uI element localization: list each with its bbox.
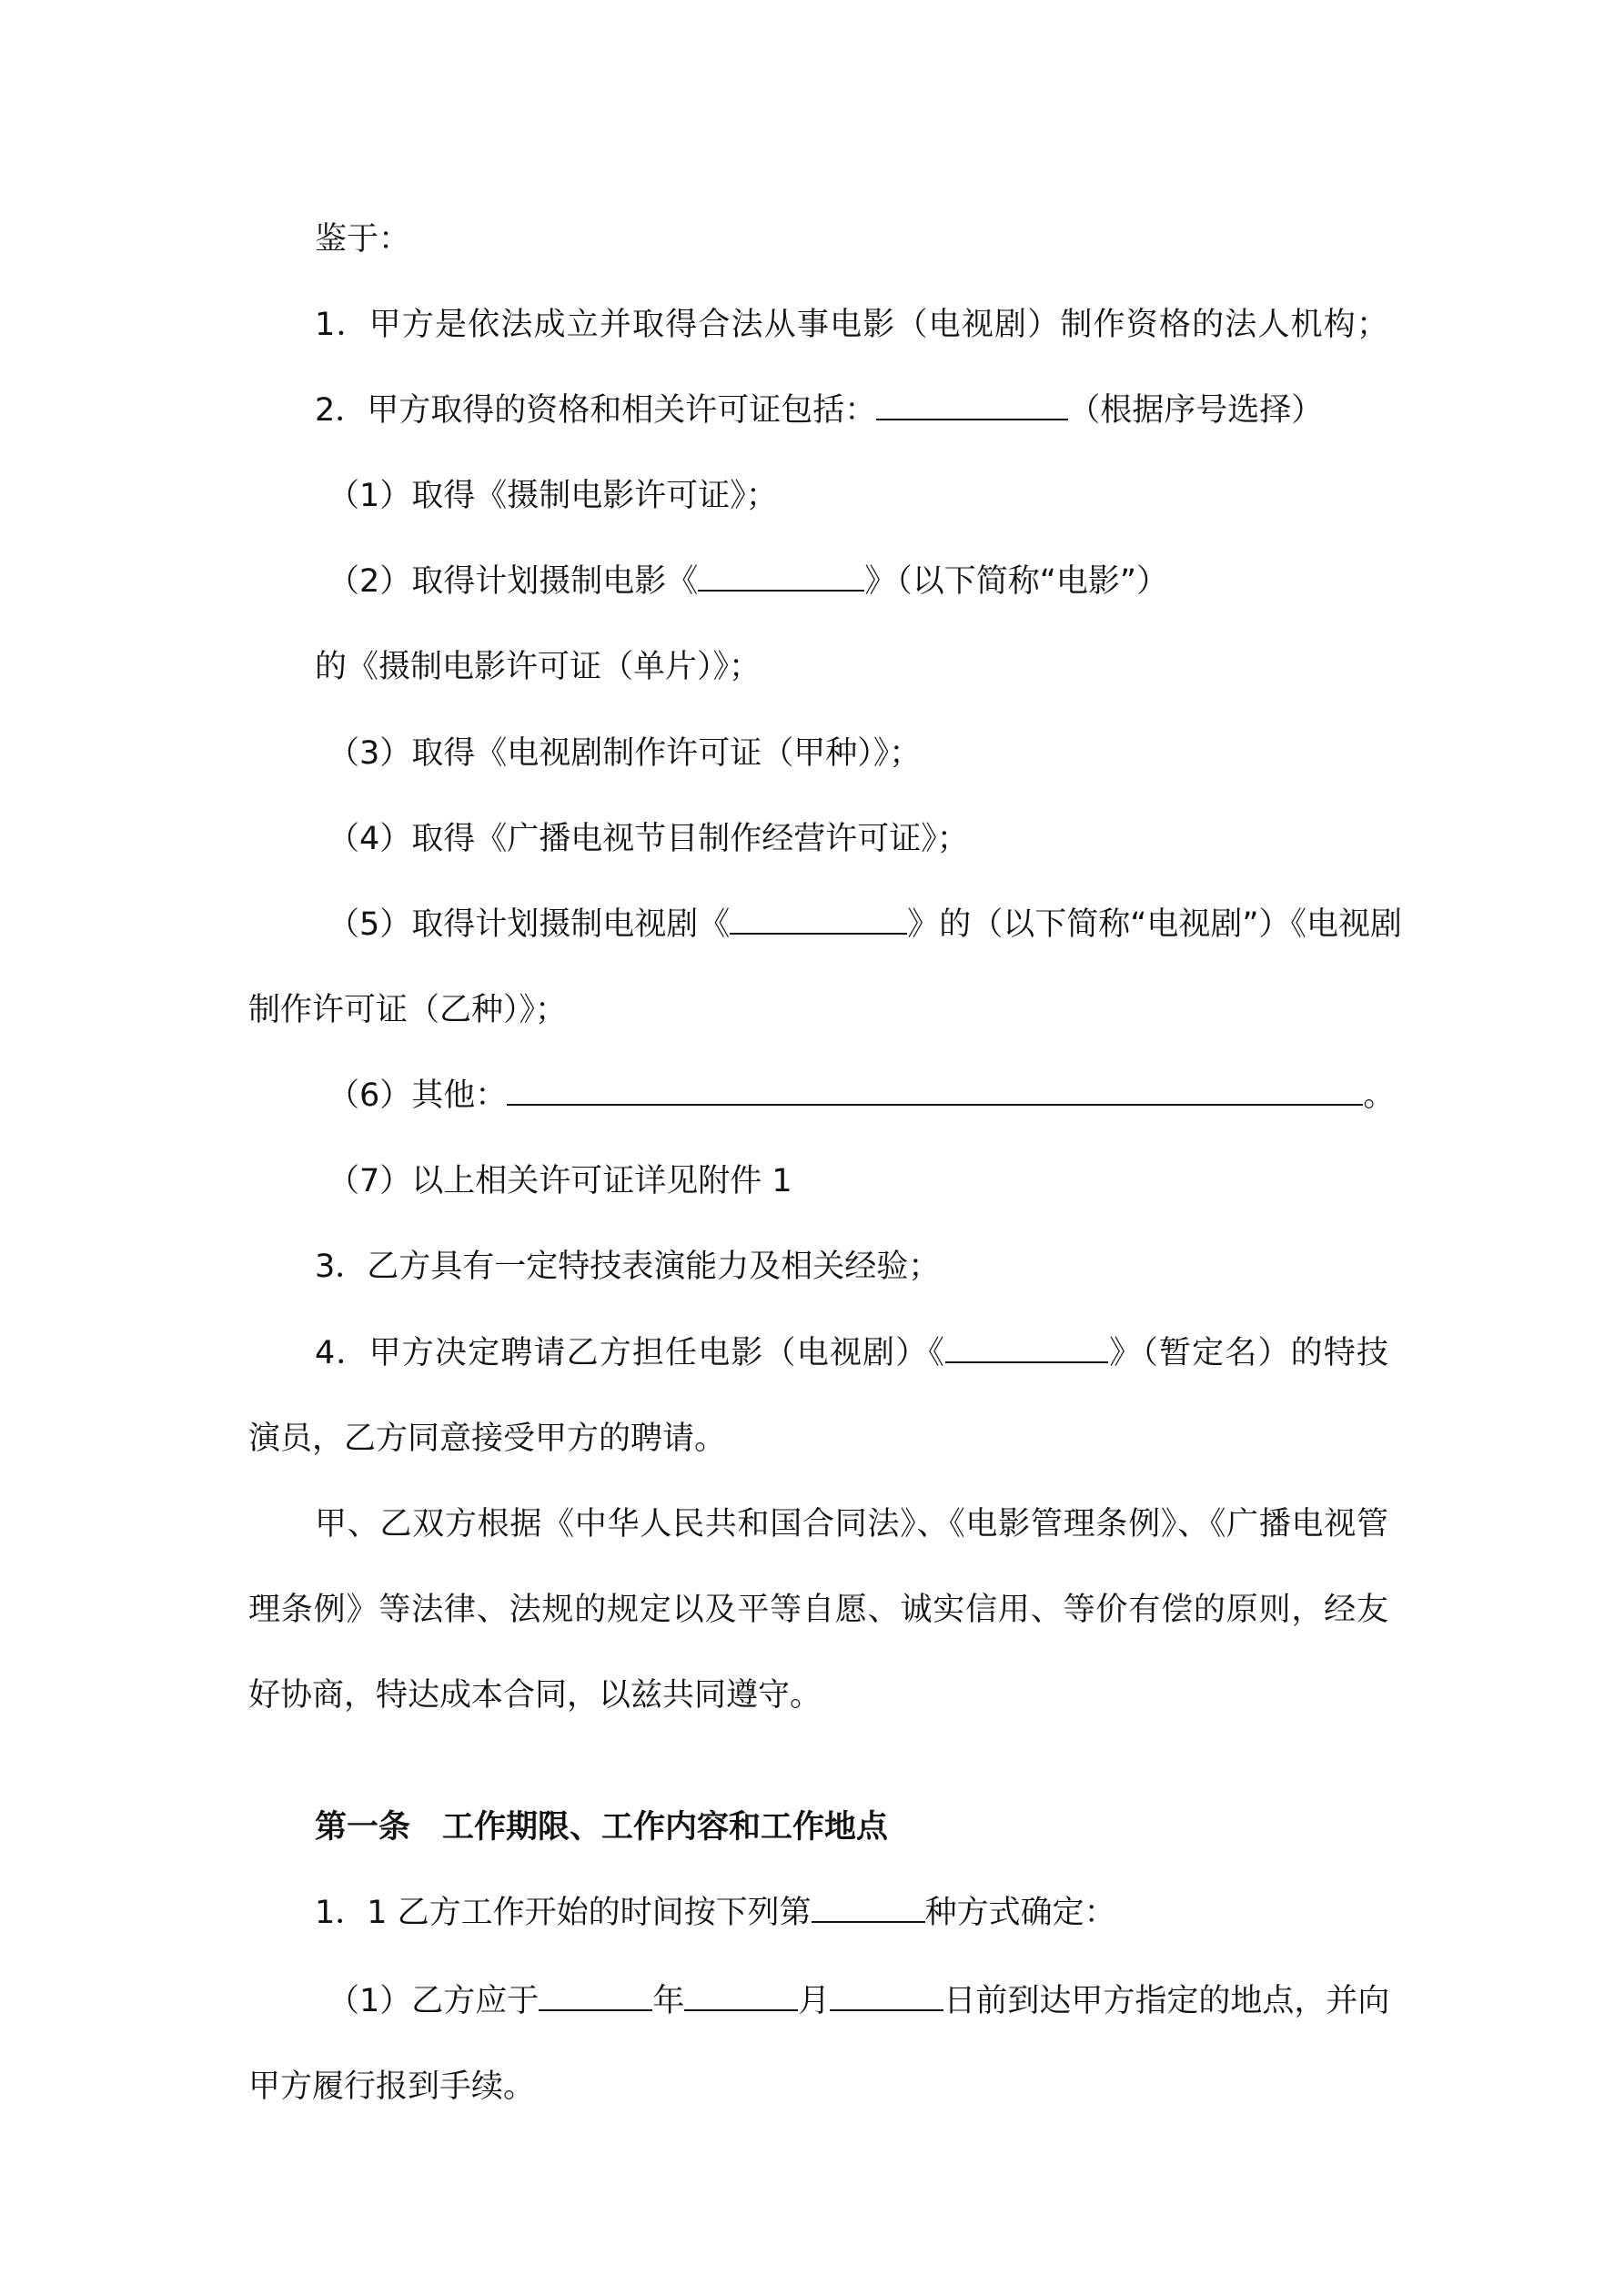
license-5-cont: 制作许可证（乙种）》； — [248, 992, 568, 1028]
license-5-text-end: 》的（以下简称“电视剧”）《电视剧 — [907, 906, 1403, 943]
month-blank — [684, 1982, 798, 2011]
article-1-heading: 第一条 工作期限、工作内容和工作地点 — [315, 1809, 889, 1846]
year-label: 年 — [652, 1983, 685, 2019]
license-2-cont: 的《摄制电影许可证（单片）》； — [315, 649, 762, 685]
option-1-text: （1）乙方应于 — [328, 1983, 540, 2019]
license-2 — [328, 561, 1168, 602]
preamble-line-2: 理条例》等法律、法规的规定以及平等自愿、诚实信用、等价有偿的原则，经友 — [248, 1592, 1388, 1628]
recital-3: 3．乙方具有一定特技表演能力及相关经验； — [315, 1249, 941, 1285]
preamble-line-3: 好协商，特达成本合同，以兹共同遵守。 — [248, 1677, 822, 1714]
license-4: （4）取得《广播电视节目制作经营许可证》； — [328, 821, 969, 857]
option-1-cont: 甲方履行报到手续。 — [248, 2068, 536, 2105]
month-label: 月 — [798, 1983, 831, 2019]
blank-field — [945, 1334, 1108, 1363]
blank-field — [730, 905, 907, 935]
blank-field — [698, 562, 864, 592]
recital-1: 1．甲方是依法成立并取得合法从事电影（电视剧）制作资格的法人机构； — [315, 307, 1388, 343]
option-1-text-end: 日前到达甲方指定的地点，并向 — [943, 1983, 1390, 2019]
year-blank — [539, 1982, 652, 2011]
recital-2-note: （根据序号选择） — [1068, 392, 1324, 429]
blank-field — [507, 1077, 1363, 1106]
license-3: （3）取得《电视剧制作许可证（甲种）》； — [328, 735, 922, 772]
license-2-text: （2）取得计划摄制电影《 — [328, 563, 699, 600]
license-6-end: 。 — [1363, 1077, 1396, 1114]
intro-text: 鉴于： — [315, 221, 411, 258]
preamble-line-1: 甲、乙双方根据《中华人民共和国合同法》、《电影管理条例》、《广播电视管 — [315, 1506, 1388, 1542]
clause-1-1 — [315, 1893, 1116, 1933]
recital-2-text: 2．甲方取得的资格和相关许可证包括： — [315, 392, 877, 429]
clause-1-1-text-end: 种方式确定： — [924, 1895, 1116, 1931]
license-1: （1）取得《摄制电影许可证》； — [328, 478, 778, 514]
recital-2 — [315, 390, 1323, 430]
license-6-text: （6）其他： — [328, 1077, 508, 1114]
recital-4-text: 4．甲方决定聘请乙方担任电影（电视剧）《 — [315, 1335, 946, 1371]
recital-4-text-end: 》（暂定名）的特技 — [1108, 1335, 1388, 1371]
license-5-text: （5）取得计划摄制电视剧《 — [328, 906, 731, 943]
option-1 — [328, 1981, 1388, 2021]
license-6 — [328, 1076, 1395, 1116]
blank-field — [812, 1894, 925, 1923]
license-2-text-end: 》（以下简称“电影”） — [864, 563, 1169, 600]
license-7: （7）以上相关许可证详见附件 1 — [328, 1163, 792, 1199]
license-5 — [328, 905, 1403, 945]
recital-4-cont: 演员，乙方同意接受甲方的聘请。 — [248, 1421, 727, 1457]
blank-field — [876, 391, 1068, 420]
recital-4 — [315, 1333, 1388, 1373]
day-blank — [830, 1982, 943, 2011]
clause-1-1-text: 1．1 乙方工作开始的时间按下列第 — [315, 1895, 812, 1931]
